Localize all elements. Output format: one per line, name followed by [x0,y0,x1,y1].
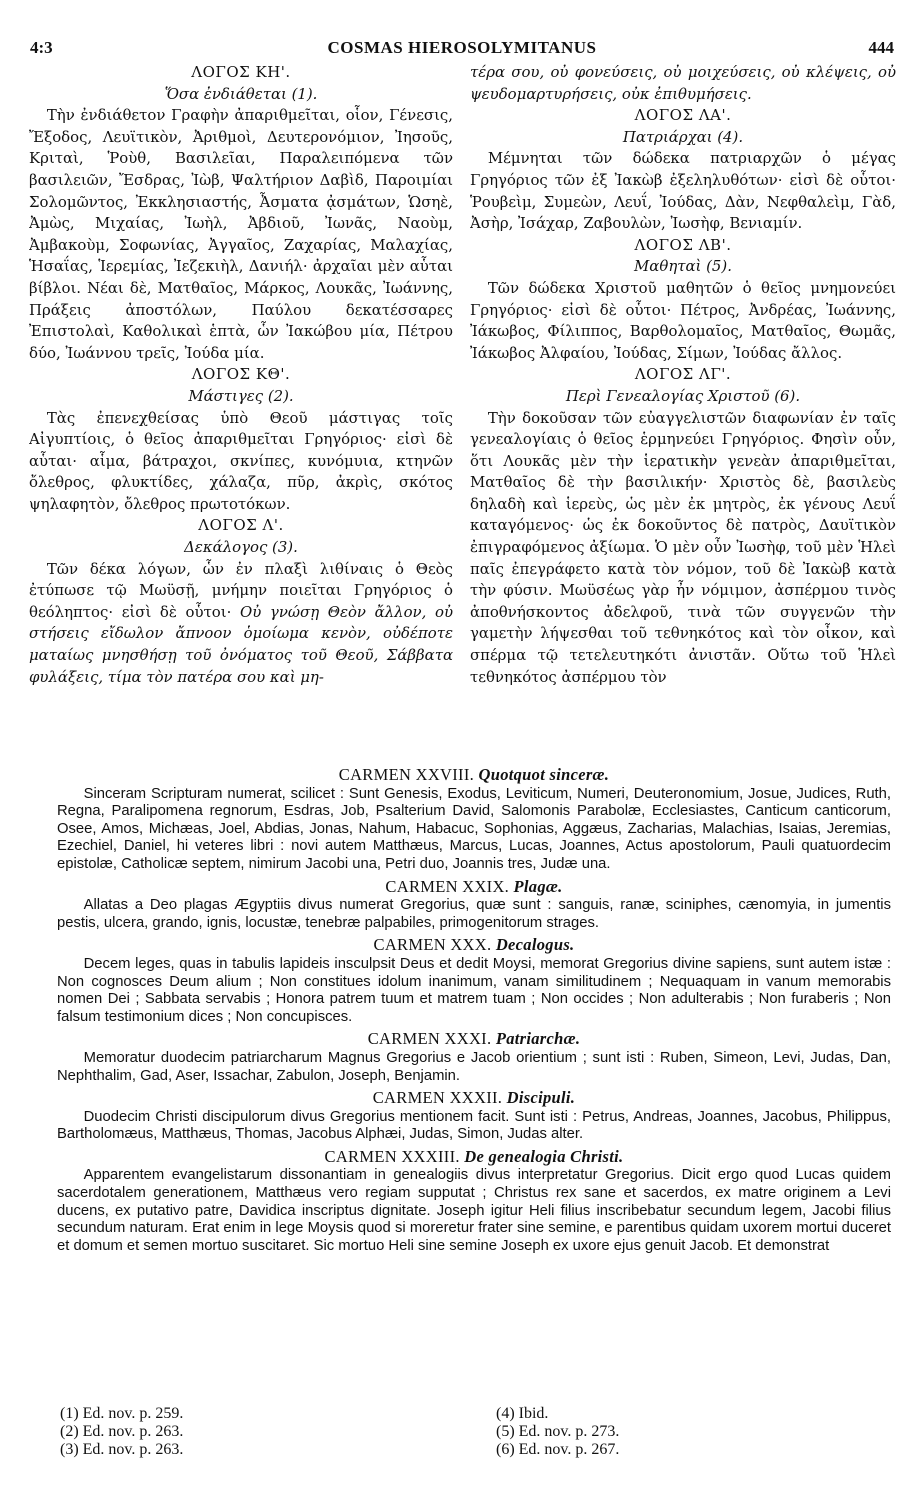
carmen-text: Apparentem evangelistarum dissonantiam in genealogiis divus interpretatur Gregorius. Dicit ergo quod Lucas quidem sacerdotalem generationem, Matthæus vero regiam supputat ; Christus rex sane et sacerdos, ex matre originem a Levi ducens, ex putativo patre, Davidica inscriptus dignitate. Joseph igitur Heli filius inscribebatur secundum legem, Jacobi filius secundum naturam. Erat enim in lege Moysis quod si moreretur frater sine semine, e parentibus quidam uxorem mortui duceret et domum et semen mortuo suscitaret. Sic mortuo Heli sine semine Joseph ex uxore ejus genuit Jacob. Et demonstrat [57,1167,891,1254]
carmen-text: Memoratur duodecim patriarcharum Magnus Gregorius e Jacob orientium ; sunt isti : Ruben, Simeon, Levi, Judas, Dan, Nephthalim, Gad, Aser, Issachar, Zabulon, Joseph, Benjamin. [57,1049,891,1084]
carmen-title: Plagæ. [513,876,563,896]
carmen-text: Duodecim Christi discipulorum divus Gregorius mentionem facit. Sunt isti : Petrus, Andreas, Joannes, Jacobus, Philippus, Bartholomæus, Matthæus, Thomas, Jacobus Alphæi, Judas, Simon, Judas alter. [57,1108,891,1143]
paragraph [29,408,453,516]
paragraph [470,278,896,364]
paragraph [470,148,896,234]
page-number-left: 4:3 [30,38,53,57]
footnote: (6) Ed. nov. p. 267. [496,1441,620,1458]
carmen-title: Patriarchæ. [495,1029,581,1049]
latin-translation [57,762,891,1367]
carmen-number: CARMEN XXXIII. [324,1146,460,1166]
footnote: (4) Ibid. [496,1405,549,1422]
carmen-number: CARMEN XXXII. [372,1088,503,1108]
footnote: (5) Ed. nov. p. 273. [496,1423,620,1440]
carmen-heading [57,878,891,896]
paragraph-text: Τῶν δώδεκα Χριστοῦ μαθητῶν ὁ θεῖος μνημονεύει Γρηγόριος· εἰσὶ δὲ οὗτοι· Πέτρος, Ἀνδρέας, Ἰωάννης, Ἰάκωβος, Φίλιππος, Βαρθολομαῖος, Ματθαῖος, Θωμᾶς, Ἰάκωβος Ἀλφαίου, Ἰούδας, Σίμων, Ἰούδας ἄλλος. [470,278,896,362]
logos-title: Πατριάρχαι (4). [622,127,744,146]
paragraph-continued: τέρα σου, οὐ φονεύσεις, οὐ μοιχεύσεις, οὐ κλέψεις, οὐ ψευδομαρτυρήσεις, οὐκ ἐπιθυμήσεις. [470,63,896,103]
carmen-title: Decalogus. [495,935,575,955]
carmen-heading [57,1089,891,1107]
carmen-title: Quotquot sinceræ. [478,765,610,784]
logos-heading: ΛΟΓΟΣ ΛΒ'. [634,235,732,254]
logos-title: Ὅσα ἐνδιάθεται (1). [164,84,318,103]
footnotes [60,1405,880,1465]
logos-heading: ΛΟΓΟΣ ΛΑ'. [634,106,732,125]
carmen-number: CARMEN XXVIII. [338,765,475,784]
paragraph [470,408,896,689]
logos-title: Περὶ Γενεαλογίας Χριστοῦ (6). [565,386,801,405]
carmen-text: Allatas a Deo plagas Ægyptiis divus numerat Gregorius, quæ sunt : sanguis, ranæ, sciniphes, cænomyia, in jumentis pestis, ulcera, grando, ignis, locustæ, tenebræ palpabiles, primogenitorum strages. [57,897,891,931]
carmen-heading [57,936,891,954]
footnote: (2) Ed. nov. p. 263. [60,1423,184,1440]
paragraph [29,105,453,364]
paragraph-text: Τὰς ἐπενεχθείσας ὑπὸ Θεοῦ μάστιγας τοῖς Αἰγυπτίοις, ὁ θεῖος ἀπαριθμεῖται Γρηγόριος· εἰσὶ δὲ αὗται· αἷμα, βάτραχοι, σκνίπες, κυνόμυια, κτηνῶν ὄλεθρος, φλυκτίδες, χάλαζα, πῦρ, ἀκρὶς, σκότος ψηλαφητὸν, ὄλεθρος πρωτοτόκων. [29,408,453,513]
paragraph-text: Τῶν δέκα λόγων, ὧν ἐν πλαξὶ λιθίναις ὁ Θεὸς ἐτύπωσε τῷ Μωϋσῇ, μνήμην ποιεῖται Γρηγόριος ὁ θεόληπτος· εἰσὶ δὲ οὗτοι· [29,559,453,621]
running-head [30,38,894,60]
carmen-heading [57,766,891,784]
carmen-heading [57,1030,891,1048]
paragraph-text: Τὴν ἐνδιάθετον Γραφὴν ἀπαριθμεῖται, οἷον, Γένεσις, Ἔξοδος, Λευϊτικὸν, Ἀριθμοὶ, Δευτερονόμιον, Ἰησοῦς, Κριταὶ, Ῥοὺθ, Βασιλεῖαι, Παραλειπόμενα τῶν βασιλειῶν, Ἔσδρας, Ἰὼβ, Ψαλτήριον Δαβὶδ, Παροιμίαι Σολομῶντος, Ἐκκλησιαστής, Ἆσματα ᾀσμάτων, Ὡσηὲ, Ἀμὼς, Μιχαίας, Ἰωὴλ, Ἀβδιοῦ, Ἰωνᾶς, Ναοὺμ, Ἀμβακοὺμ, Σοφωνίας, Ἀγγαῖος, Ζαχαρίας, Μαλαχίας, Ἡσαΐας, Ἱερεμίας, Ἰεζεκιὴλ, Δανιήλ· ἀρχαῖαι μὲν αὗται βίβλοι. Νέαι δὲ, Ματθαῖος, Μάρκος, Λουκᾶς, Ἰωάννης, Πράξεις ἀποστόλων, Παύλου δεκατέσσαρες Ἐπιστολαὶ, Καθολικαὶ ἑπτὰ, ὧν Ἰακώβου μία, Πέτρου δύο, Ἰωάννου τρεῖς, Ἰούδα μία. [29,106,453,362]
carmen-heading [57,1148,891,1166]
logos-title: Μαθηταὶ (5). [634,257,732,276]
quoted-commandments: Οὐ γνώσῃ Θεὸν ἄλλον, οὐ στήσεις εἴδωλον ἄπνοον ὁμοίωμα κενὸν, οὐδέποτε ματαίως μνησθήσῃ τοῦ ὀνόματος τοῦ Θεοῦ, Σάββατα φυλάξεις, τίμα τὸν πατέρα σου καὶ μη- [29,602,453,686]
carmen-number: CARMEN XXX. [373,935,492,955]
carmen-title: De genealogia Christi. [464,1146,624,1166]
logos-title: Δεκάλογος (3). [184,538,298,557]
paragraph [29,559,453,689]
greek-column-left [29,62,453,759]
carmen-number: CARMEN XXIX. [385,876,510,896]
paragraph-text: Τὴν δοκοῦσαν τῶν εὐαγγελιστῶν διαφωνίαν ἐν ταῖς γενεαλογίαις ὁ θεῖος ἑρμηνεύει Γρηγόριος. Φησὶν οὖν, ὅτι Λουκᾶς μὲν τὴν ἱερατικὴν γενεὰν ἀπαριθμεῖται, Ματθαῖος δὲ τὴν βασιλικήν· Χριστὸς δὲ, βασιλεὺς δηλαδὴ καὶ ἱερεὺς, ὡς μὲν ἐκ μητρὸς, ἐκ γένους Λευΐ καταγόμενος· ὡς ἐκ δοκοῦντος δὲ πατρὸς, Δαυϊτικὸν ἐπιγραφόμενος ἀξίωμα. Ὁ μὲν οὖν Ἰωσὴφ, τοῦ μὲν Ἡλεὶ παῖς ἐπεγράφετο κατὰ τὸν νόμον, τοῦ δὲ Ἰακὼβ κατὰ τὴν φύσιν. Μωϋσέως γὰρ ἦν νόμιμον, ἀσπέρμου τινὸς ἀποθνήσκοντος ἀδελφοῦ, τινὰ τῶν συγγενῶν τὴν γαμετὴν λήψεσθαι τοῦ τεθνηκότος καὶ τὸν οἶκον, καὶ σπέρμα τῷ τετελευτηκότι ἀνιστᾶν. Οὕτω τοῦ Ἡλεὶ τεθνηκότος ἀσπέρμου τὸν [470,408,896,686]
footnote: (3) Ed. nov. p. 263. [60,1441,184,1458]
carmen-title: Discipuli. [506,1088,576,1108]
logos-title: Μάστιγες (2). [188,386,294,405]
footnote: (1) Ed. nov. p. 259. [60,1405,184,1422]
logos-heading: ΛΟΓΟΣ ΛΓ'. [634,365,732,384]
logos-heading: ΛΟΓΟΣ ΚΗ'. [191,63,291,81]
paragraph-text: Μέμνηται τῶν δώδεκα πατριαρχῶν ὁ μέγας Γρηγόριος τῶν ἐξ Ἰακὼβ ἐξεληλυθότων· εἰσὶ δὲ οὗτοι· Ῥουβεὶμ, Συμεὼν, Λευΐ, Ἰούδας, Δὰν, Νεφθαλεὶμ, Γὰδ, Ἀσὴρ, Ἰσάχαρ, Ζαβουλὼν, Ἰωσὴφ, Βενιαμίν. [470,149,896,233]
footnotes-left [60,1405,460,1459]
page-number-right: 444 [868,38,894,57]
carmen-text: Sinceram Scripturam numerat, scilicet : Sunt Genesis, Exodus, Leviticum, Numeri, Deuteronomium, Josue, Judices, Ruth, Regna, Paralipomena regnorum, Esdras, Job, Psalterium David, Salomonis Parabolæ, Ecclesiastes, Canticum canticorum, Osee, Amos, Michæas, Joel, Abdias, Jonas, Nahum, Habacuc, Sophonias, Aggæus, Zacharias, Malachias, Isaias, Jeremias, Ezechiel, Daniel, hi veteres libri : novi autem Matthæus, Marcus, Lucas, Joannes, Actus apostolorum, Pauli quatuordecim epistolæ, Catholicæ septem, nimirum Jacobi una, Petri duo, Joannis tres, Judæ una. [57,785,891,872]
logos-heading: ΛΟΓΟΣ ΚΘ'. [191,365,291,384]
carmen-number: CARMEN XXXI. [367,1029,492,1049]
logos-heading: ΛΟΓΟΣ Λ'. [198,516,284,535]
footnotes-right [496,1405,876,1459]
carmen-text: Decem leges, quas in tabulis lapideis insculpsit Deus et dedit Moysi, memorat Gregorius divine sapiens, sunt autem istæ : Non cognosces Deum alium ; Non constitues idolum inanimum, vanam similitudinem ; Nequaquam in vanum memorabis nomen Dei ; Sabbata servabis ; Honora patrem tuum et matrem tuam ; Non occides ; Non adulterabis ; Non furaberis ; Non falsum testimonium dices ; Non concupisces. [57,955,891,1025]
running-title: COSMAS HIEROSOLYMITANUS [327,38,597,57]
greek-column-right [470,62,896,759]
